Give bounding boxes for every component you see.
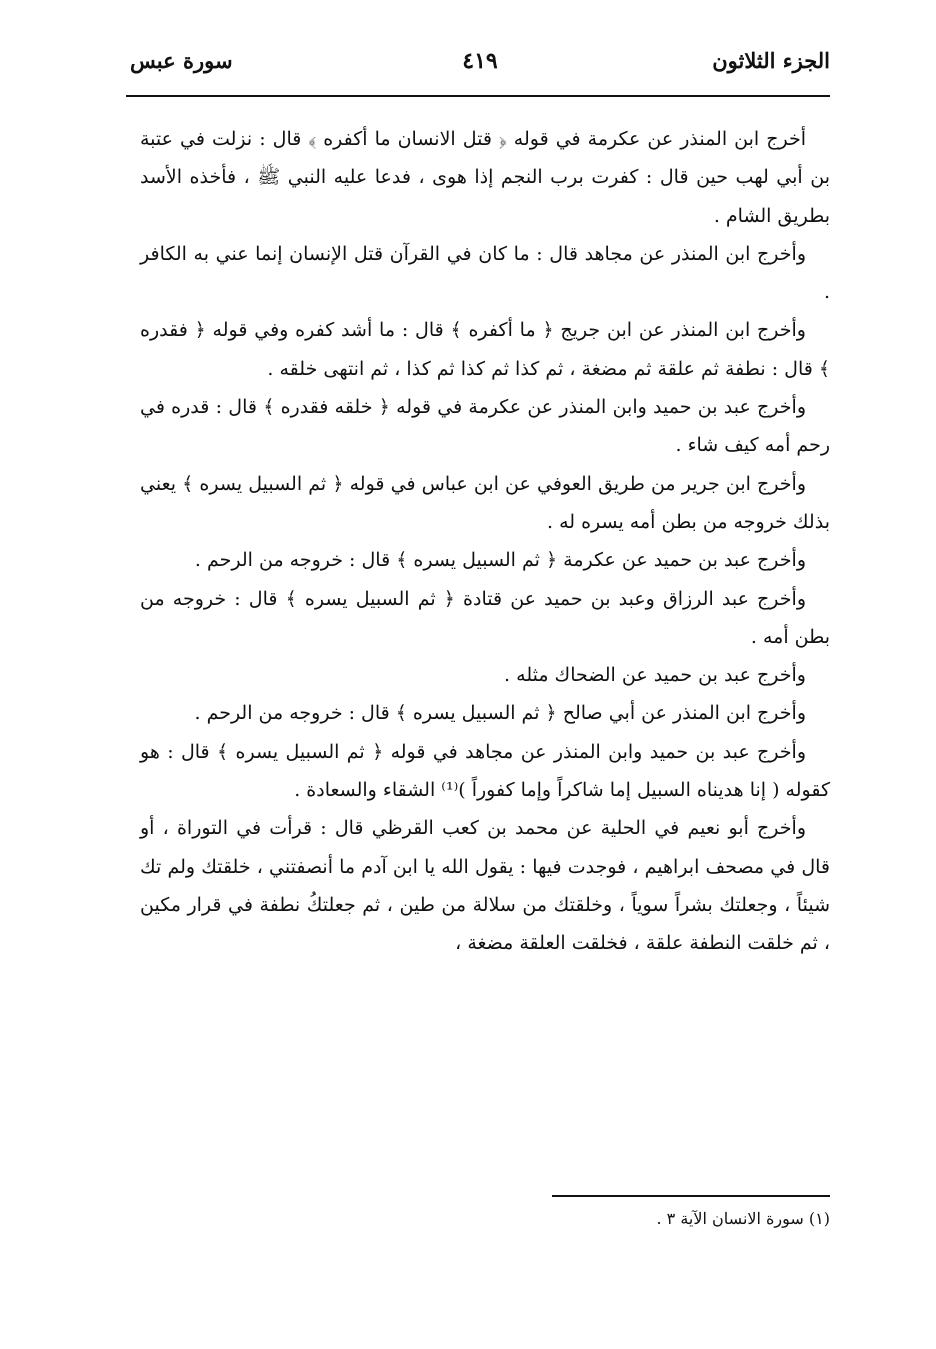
- paragraph: وأخرج عبد بن حميد عن عكرمة ﴿ ثم السبيل يسره ﴾ قال : خروجه من الرحم .: [194, 549, 806, 572]
- paragraph: وأخرج عبد الرزاق وعبد بن حميد عن قتادة ﴿ ثم السبيل يسره ﴾ قال : خروجه من بطن أمه .: [140, 587, 830, 648]
- paragraph: وأخرج ابن المنذر عن ابن جريج ﴿ ما أكفره ﴾ قال : ما أشد كفره وفي قوله ﴿ فقدره ﴾ قال : نطفة ثم علقة ثم مضغة ، ثم كذا ثم كذا ثم كذا ، ثم انتهى خلقه .: [140, 319, 830, 380]
- header-rule: [126, 95, 830, 97]
- footnote-rule: [552, 1195, 830, 1197]
- page-number: ٤١٩: [462, 48, 498, 74]
- paragraph: وأخرج عبد بن حميد وابن المنذر عن مجاهد في قوله ﴿ ثم السبيل يسره ﴾ قال : هو كقوله ( إنا هديناه السبيل إما شاكراً وإما كفوراً )⁽¹⁾ الشقاء والسعادة .: [140, 740, 830, 802]
- part-title: الجزء الثلاثون: [712, 48, 830, 73]
- paragraph: وأخرج عبد بن حميد عن الضحاك مثله .: [504, 664, 806, 687]
- surah-title: سورة عبس: [130, 48, 233, 73]
- main-text: [140, 120, 830, 963]
- paragraph: وأخرج ابن المنذر عن أبي صالح ﴿ ثم السبيل يسره ﴾ قال : خروجه من الرحم .: [194, 702, 806, 725]
- running-head: [130, 48, 830, 88]
- paragraph: وأخرج عبد بن حميد وابن المنذر عن عكرمة في قوله ﴿ خلقه فقدره ﴾ قال : قدره في رحم أمه كيف شاء .: [140, 396, 830, 457]
- paragraph: أخرج ابن المنذر عن عكرمة في قوله ﴿ قتل الانسان ما أكفره ﴾ قال : نزلت في عتبة بن أبي لهب حين قال : كفرت برب النجم إذا هوى ، فدعا عليه النبي ﷺ ، فأخذه الأسد بطريق الشام .: [140, 128, 830, 227]
- paragraph: وأخرج أبو نعيم في الحلية عن محمد بن كعب القرظي قال : قرأت في التوراة ، أو قال في مصحف ابراهيم ، فوجدت فيها : يقول الله يا ابن آدم ما أنصفتني ، خلقتك ولم تك شيئاً ، وجعلتك بشراً سوياً ، وخلقتك من سلالة من طين ، ثم جعلتكُ نطفة في قرار مكين ، ثم خلقت النطفة علقة ، فخلقت العلقة مضغة ،: [140, 817, 830, 955]
- footnote: (١) سورة الانسان الآية ٣ .: [656, 1209, 830, 1228]
- paragraph: وأخرج ابن المنذر عن مجاهد قال : ما كان في القرآن قتل الإنسان إنما عني به الكافر .: [140, 242, 830, 304]
- paragraph: وأخرج ابن جرير من طريق العوفي عن ابن عباس في قوله ﴿ ثم السبيل يسره ﴾ يعني بذلك خروجه من بطن أمه يسره له .: [140, 472, 830, 533]
